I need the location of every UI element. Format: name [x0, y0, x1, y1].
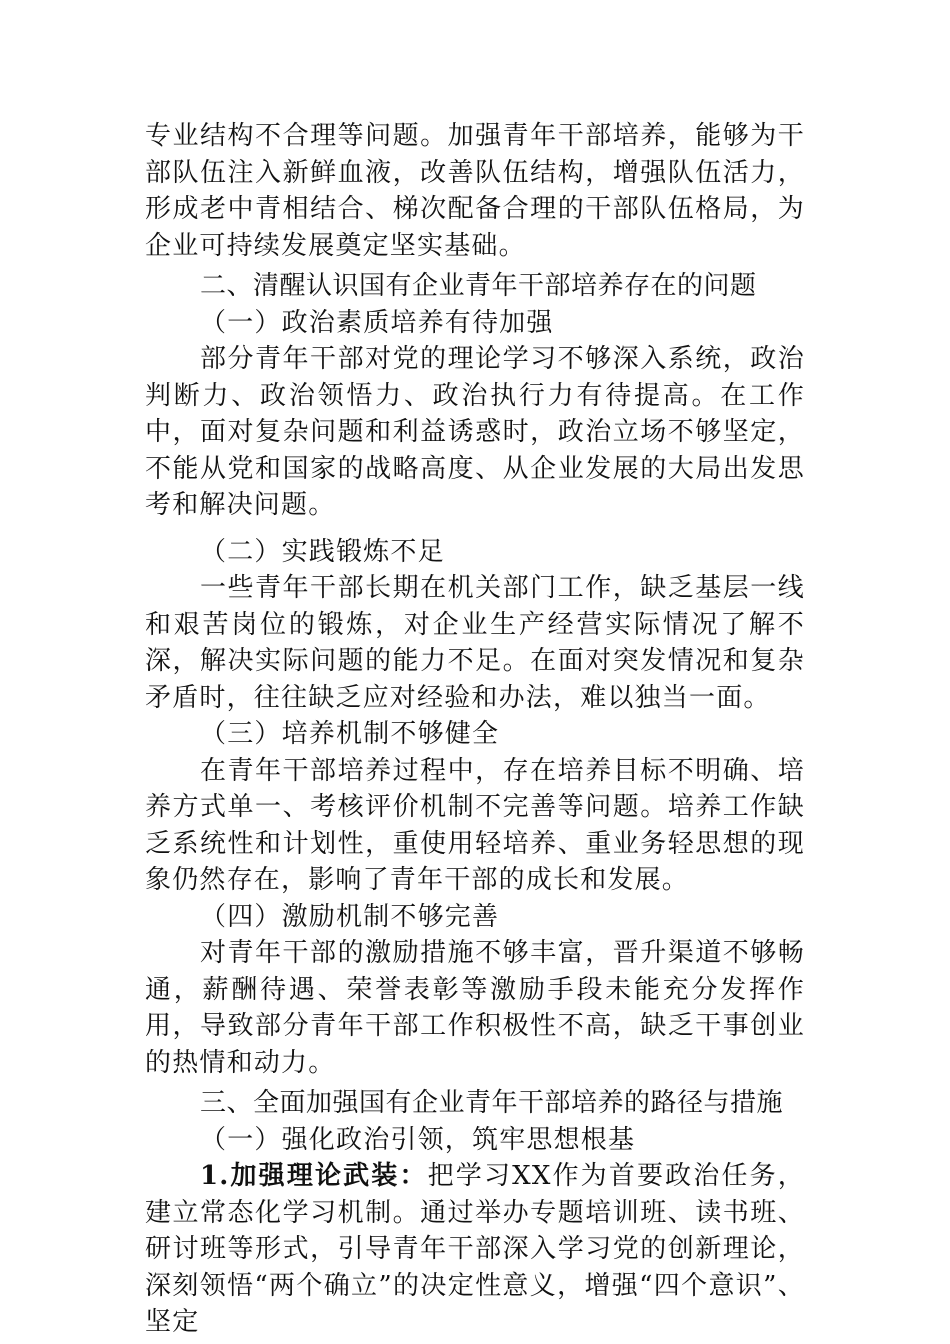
- paragraph-2-4: 对青年干部的激励措施不够丰富，晋升渠道不够畅通，薪酬待遇、荣誉表彰等激励手段未能充分发挥作用，导致部分青年干部工作积极性不高，缺乏干事创业的热情和动力。: [145, 938, 805, 1078]
- subheading-3-1: （一）强化政治引领，筑牢思想根基: [200, 1124, 636, 1155]
- subheading-2-1: （一）政治素质培养有待加强: [200, 307, 554, 338]
- paragraph-2-3: 在青年干部培养过程中，存在培养目标不明确、培养方式单一、考核评价机制不完善等问题。培养工作缺乏系统性和计划性，重使用轻培养、重业务轻思想的现象仍然存在，影响了青年干部的成长和发展。: [145, 755, 805, 895]
- paragraph-2-1: 部分青年干部对党的理论学习不够深入系统，政治判断力、政治领悟力、政治执行力有待提高。在工作中，面对复杂问题和利益诱惑时，政治立场不够坚定，不能从党和国家的战略高度、从企业发展的大局出发思考和解决问题。: [145, 344, 805, 520]
- subheading-2-2: （二）实践锻炼不足: [200, 536, 445, 567]
- section-heading-2: 二、清醒认识国有企业青年干部培养存在的问题: [200, 271, 757, 301]
- document-body: [145, 118, 805, 1341]
- paragraph-3-1: [145, 1158, 805, 1341]
- paragraph-2-2: 一些青年干部长期在机关部门工作，缺乏基层一线和艰苦岗位的锻炼，对企业生产经营实际情况了解不深，解决实际问题的能力不足。在面对突发情况和复杂矛盾时，往往缺乏应对经验和办法，难以独当一面。: [145, 573, 805, 713]
- section-heading-3: 三、全面加强国有企业青年干部培养的路径与措施: [200, 1088, 784, 1118]
- paragraph-intro: 专业结构不合理等问题。加强青年干部培养，能够为干部队伍注入新鲜血液，改善队伍结构，增强队伍活力，形成老中青相结合、梯次配备合理的干部队伍格局，为企业可持续发展奠定坚实基础。: [145, 121, 805, 261]
- paragraph-3-1-body: 把学习XX作为首要政治任务，建立常态化学习机制。通过举办专题培训班、读书班、研讨班等形式，引导青年干部深入学习党的创新理论，深刻领悟“两个确立”的决定性意义，增强“四个意识”、坚定: [145, 1161, 805, 1337]
- subheading-2-3: （三）培养机制不够健全: [200, 719, 500, 749]
- subheading-2-4: （四）激励机制不够完善: [200, 901, 500, 932]
- paragraph-3-1-lead: 1.加强理论武装：: [200, 1161, 428, 1191]
